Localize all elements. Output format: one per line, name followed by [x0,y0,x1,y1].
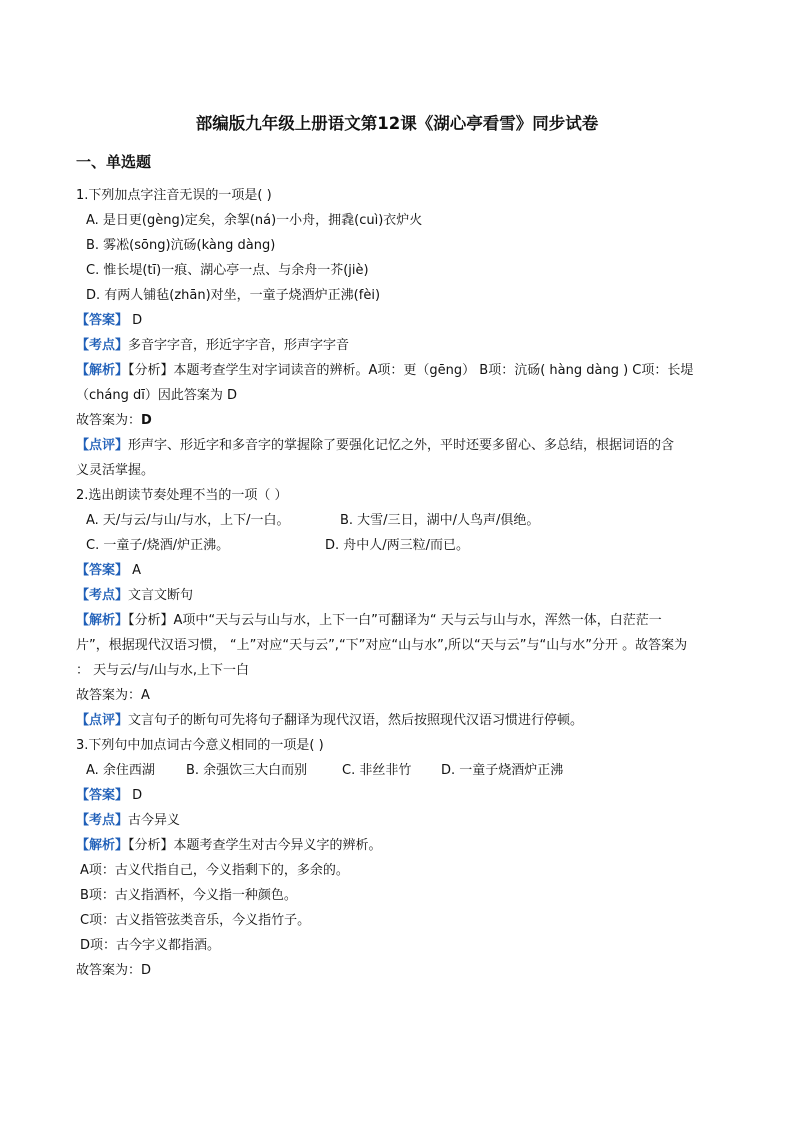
q3-answer-value: D [128,788,143,803]
point-tag: 【考点】 [76,338,129,353]
q2-analysis [76,611,662,631]
q3-answer [76,786,142,806]
q3-option-b: B. 余强饮三大白而别 [186,763,308,778]
analysis-tag: 【解析】 [76,613,129,628]
q2-answer [76,561,141,581]
comment-tag: 【点评】 [76,438,129,453]
q3-point [76,811,180,831]
q2-analysis-text-1: 【分析】A项中“天与云与山与水，上下一白”可翻译为“ 天与云与山与水，浑然一体，白茫茫一 [128,613,662,628]
q3-analysis-line-c: C项：古义指管弦类音乐，今义指竹子。 [80,913,311,928]
q2-comment [76,711,583,731]
q1-point [76,336,349,356]
q2-analysis-text-2: 片”，根据现代汉语习惯， “上”对应“天与云”,“下”对应“山与水”,所以“天与云”与“山与水”分开 。故答案为 [76,638,688,653]
q1-option-d: D. 有两人铺毡(zhān)对坐，一童子烧酒炉正沸(fèi) [86,288,381,303]
q3-final: 故答案为：D [76,963,152,978]
q2-point [76,586,193,606]
answer-tag: 【答案】 [76,313,129,328]
comment-tag: 【点评】 [76,713,129,728]
q3-option-c: C. 非丝非竹 [342,763,412,778]
q1-final [76,411,152,431]
q1-option-c: C. 惟长堤(tī)一痕、湖心亭一点、与余舟一芥(jiè) [86,263,369,278]
q2-stem: 2.选出朗读节奏处理不当的一项（ ） [76,488,288,503]
q1-comment-text-1: 形声字、形近字和多音字的掌握除了要强化记忆之外，平时还要多留心、多总结，根据词语的含 [128,438,675,453]
point-tag: 【考点】 [76,813,129,828]
q2-comment-text: 文言句子的断句可先将句子翻译为现代汉语，然后按照现代汉语习惯进行停顿。 [128,713,584,728]
q1-comment [76,436,674,456]
answer-tag: 【答案】 [76,788,129,803]
point-tag: 【考点】 [76,588,129,603]
section-heading: 一、单选题 [76,153,152,171]
q1-analysis-text-1: 【分析】本题考查学生对字词读音的辨析。A项：更（gēng） B项：沆砀( hàng dàng ) C项：长堤 [128,363,694,378]
q1-point-text: 多音字字音，形近字字音，形声字字音 [128,338,350,353]
q3-point-text: 古今异义 [128,813,181,828]
q2-option-c: C. 一童子/烧酒/炉正沸。 [86,538,230,553]
q3-analysis-line-d: D项：古今字义都指酒。 [80,938,221,953]
q1-comment-text-2: 义灵活掌握。 [76,463,155,478]
q2-option-d: D. 舟中人/两三粒/而已。 [325,538,470,553]
q3-analysis [76,836,382,856]
page-title: 部编版九年级上册语文第12课《湖心亭看雪》同步试卷 [195,114,599,133]
q3-option-a: A. 余住西湖 [86,763,155,778]
q1-final-value: D [141,413,152,428]
q2-option-a: A. 天/与云/与山/与水，上下/一白。 [86,513,290,528]
analysis-tag: 【解析】 [76,363,129,378]
q1-answer [76,311,142,331]
q3-analysis-text-1: 【分析】本题考查学生对古今异义字的辨析。 [128,838,382,853]
q3-option-d: D. 一童子烧酒炉正沸 [441,763,564,778]
q1-analysis [76,361,693,381]
q1-answer-value: D [128,313,143,328]
q2-answer-value: A [128,563,142,578]
q2-point-text: 文言文断句 [128,588,194,603]
answer-tag: 【答案】 [76,563,129,578]
q2-final: 故答案为：A [76,688,150,703]
q3-analysis-line-a: A项：古义代指自己，今义指剩下的，多余的。 [80,863,349,878]
q1-option-a: A. 是日更(gèng)定矣，余挐(ná)一小舟，拥毳(cuì)衣炉火 [86,213,423,228]
q1-option-b: B. 雾凇(sōng)沆砀(kàng dàng) [86,238,276,253]
analysis-tag: 【解析】 [76,838,129,853]
q2-option-b: B. 大雪/三日，湖中/人鸟声/俱绝。 [340,513,540,528]
q1-analysis-text-2: （cháng dī）因此答案为 D [76,388,237,403]
q3-stem: 3.下列句中加点词古今意义相同的一项是( ) [76,738,324,753]
q3-analysis-line-b: B项：古义指酒杯，今义指一种颜色。 [80,888,297,903]
q2-analysis-text-3: ： 天与云/与/山与水,上下一白 [76,663,250,678]
q1-stem: 1.下列加点字注音无误的一项是( ) [76,188,272,203]
q1-final-label: 故答案为： [76,413,142,428]
